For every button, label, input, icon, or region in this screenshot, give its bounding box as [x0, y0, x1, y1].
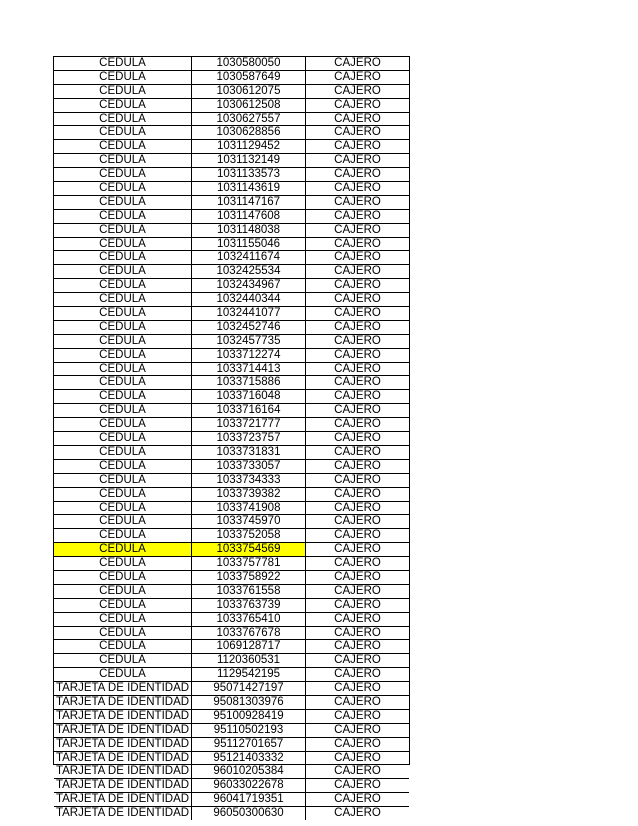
table-row: [54, 112, 409, 126]
id-number-cell[interactable]: 1033745970: [192, 515, 306, 528]
table-row: [54, 584, 409, 598]
table-row: [54, 626, 409, 640]
table-row: [54, 501, 409, 515]
table-row: [54, 375, 409, 389]
table-row: [54, 57, 409, 70]
id-type-cell[interactable]: CÉDULA: [54, 210, 192, 223]
role-cell[interactable]: CAJERO: [334, 779, 381, 792]
role-cell[interactable]: CAJERO: [334, 251, 381, 264]
id-number-cell[interactable]: 96050300630: [192, 807, 306, 820]
table-row: [54, 334, 409, 348]
id-number-cell[interactable]: 1033733057: [192, 460, 306, 473]
role-cell[interactable]: CAJERO: [334, 209, 381, 222]
table-row: [54, 223, 409, 237]
id-type-cell[interactable]: CÉDULA: [54, 404, 192, 417]
id-type-cell[interactable]: CÉDULA: [54, 140, 192, 153]
table-row: [54, 403, 409, 417]
id-type-cell[interactable]: TARJETA DE IDENTIDAD: [54, 696, 192, 709]
id-type-cell[interactable]: CÉDULA: [54, 627, 192, 640]
table-row: [54, 681, 409, 695]
table-row: [54, 250, 409, 264]
id-type-cell[interactable]: CÉDULA: [54, 363, 192, 376]
table-row: [54, 570, 409, 584]
table-row: [54, 473, 409, 487]
id-number-cell[interactable]: 1033734333: [192, 474, 306, 487]
table-row: [54, 695, 409, 709]
id-type-cell[interactable]: CÉDULA: [54, 543, 192, 556]
id-number-cell[interactable]: 95121403332: [192, 752, 306, 765]
id-number-cell[interactable]: 1032425534: [192, 265, 306, 278]
role-cell[interactable]: CAJERO: [334, 695, 381, 708]
id-number-cell[interactable]: 1069128717: [192, 640, 306, 653]
id-number-cell[interactable]: 1032452746: [192, 321, 306, 334]
role-cell[interactable]: CAJERO: [334, 195, 381, 208]
role-cell[interactable]: CAJERO: [334, 570, 381, 583]
table-row: [54, 612, 409, 626]
id-type-cell[interactable]: CÉDULA: [54, 279, 192, 292]
id-type-cell[interactable]: TARJETA DE IDENTIDAD: [54, 807, 192, 820]
role-cell[interactable]: CAJERO: [334, 348, 381, 361]
table-row: [54, 806, 409, 820]
role-cell[interactable]: CAJERO: [334, 765, 381, 778]
role-cell[interactable]: CAJERO: [334, 182, 381, 195]
role-cell[interactable]: CAJERO: [334, 223, 381, 236]
id-type-cell[interactable]: TARJETA DE IDENTIDAD: [54, 738, 192, 751]
id-type-cell[interactable]: CÉDULA: [54, 99, 192, 112]
role-cell[interactable]: CAJERO: [334, 445, 381, 458]
table-row: [54, 167, 409, 181]
id-number-cell[interactable]: 1031148038: [192, 224, 306, 237]
role-cell[interactable]: CAJERO: [334, 126, 381, 139]
table-row: [54, 528, 409, 542]
table-row: [54, 556, 409, 570]
table-row: [54, 153, 409, 167]
table-row: [54, 653, 409, 667]
id-type-cell[interactable]: TARJETA DE IDENTIDAD: [54, 793, 192, 806]
id-number-cell[interactable]: 1033761558: [192, 585, 306, 598]
id-type-cell[interactable]: CÉDULA: [54, 474, 192, 487]
id-number-cell[interactable]: 95071427197: [192, 682, 306, 695]
id-type-cell[interactable]: CÉDULA: [54, 460, 192, 473]
table-row: [54, 306, 409, 320]
role-cell[interactable]: CAJERO: [334, 529, 381, 542]
id-type-cell[interactable]: CÉDULA: [54, 307, 192, 320]
id-number-cell[interactable]: 1033752058: [192, 529, 306, 542]
role-cell[interactable]: CAJERO: [334, 404, 381, 417]
table-row: [54, 751, 409, 765]
id-type-cell[interactable]: CÉDULA: [54, 446, 192, 459]
table-row: [54, 84, 409, 98]
role-cell[interactable]: CAJERO: [334, 390, 381, 403]
table-row: [54, 737, 409, 751]
role-cell[interactable]: CAJERO: [334, 626, 381, 639]
table-row: [54, 292, 409, 306]
role-cell[interactable]: CAJERO: [334, 598, 381, 611]
role-cell[interactable]: CAJERO: [334, 362, 381, 375]
id-number-cell[interactable]: 95100928419: [192, 710, 306, 723]
id-type-cell[interactable]: CÉDULA: [54, 126, 192, 139]
id-type-cell[interactable]: CÉDULA: [54, 251, 192, 264]
table-row: [54, 209, 409, 223]
role-cell[interactable]: CAJERO: [334, 307, 381, 320]
id-number-cell[interactable]: 1033716048: [192, 390, 306, 403]
table-row: [54, 125, 409, 139]
id-type-cell[interactable]: CÉDULA: [54, 85, 192, 98]
role-cell[interactable]: CAJERO: [334, 723, 381, 736]
table-row: [54, 764, 409, 778]
id-type-cell[interactable]: CÉDULA: [54, 113, 192, 126]
id-number-cell[interactable]: 1033757781: [192, 557, 306, 570]
id-type-cell[interactable]: CÉDULA: [54, 224, 192, 237]
table-row: [54, 639, 409, 653]
id-type-cell[interactable]: CÉDULA: [54, 168, 192, 181]
table-row: [54, 195, 409, 209]
id-number-cell[interactable]: 1032434967: [192, 279, 306, 292]
id-type-cell[interactable]: CÉDULA: [54, 154, 192, 167]
id-number-cell[interactable]: 1033712274: [192, 349, 306, 362]
id-number-cell[interactable]: 1033716164: [192, 404, 306, 417]
id-type-cell[interactable]: CÉDULA: [54, 57, 192, 70]
id-type-cell[interactable]: CÉDULA: [54, 196, 192, 209]
role-cell[interactable]: CAJERO: [334, 237, 381, 250]
id-number-cell[interactable]: 1032411674: [192, 251, 306, 264]
id-type-cell[interactable]: CÉDULA: [54, 265, 192, 278]
id-number-cell[interactable]: 1032440344: [192, 293, 306, 306]
id-number-cell[interactable]: 1031129452: [192, 140, 306, 153]
id-type-cell[interactable]: CÉDULA: [54, 335, 192, 348]
role-cell[interactable]: CAJERO: [334, 418, 381, 431]
role-cell[interactable]: CAJERO: [334, 751, 381, 764]
role-cell[interactable]: CAJERO: [334, 807, 381, 820]
role-cell[interactable]: CAJERO: [334, 112, 381, 125]
id-number-cell[interactable]: 1031143619: [192, 182, 306, 195]
id-type-cell[interactable]: CÉDULA: [54, 668, 192, 681]
role-cell[interactable]: CAJERO: [334, 432, 381, 445]
id-type-cell[interactable]: CÉDULA: [54, 376, 192, 389]
table-row: [54, 667, 409, 681]
id-number-cell[interactable]: 95110502193: [192, 724, 306, 737]
table-row: [54, 139, 409, 153]
id-type-cell[interactable]: CÉDULA: [54, 571, 192, 584]
table-row: [54, 237, 409, 251]
id-number-cell[interactable]: 1033721777: [192, 418, 306, 431]
role-cell[interactable]: CAJERO: [334, 612, 381, 625]
id-number-cell[interactable]: 1033741908: [192, 502, 306, 515]
table-row: [54, 181, 409, 195]
id-number-cell[interactable]: 1030612075: [192, 85, 306, 98]
id-number-cell[interactable]: 1129542195: [192, 668, 306, 681]
table-row: [54, 348, 409, 362]
table-row: [54, 264, 409, 278]
id-type-cell[interactable]: CÉDULA: [54, 182, 192, 195]
id-number-cell[interactable]: 1030580050: [192, 57, 306, 70]
id-type-cell[interactable]: CÉDULA: [54, 418, 192, 431]
id-number-cell[interactable]: 1033767678: [192, 627, 306, 640]
id-type-cell[interactable]: CÉDULA: [54, 557, 192, 570]
role-cell[interactable]: CAJERO: [334, 84, 381, 97]
role-cell[interactable]: CAJERO: [334, 98, 381, 111]
id-type-cell[interactable]: TARJETA DE IDENTIDAD: [54, 682, 192, 695]
id-number-cell[interactable]: 1032441077: [192, 307, 306, 320]
id-number-cell[interactable]: 1031155046: [192, 238, 306, 251]
table-row: [54, 98, 409, 112]
id-number-cell[interactable]: 96041719351: [192, 793, 306, 806]
id-number-cell[interactable]: 1033765410: [192, 613, 306, 626]
id-number-cell[interactable]: 1033715886: [192, 376, 306, 389]
role-cell[interactable]: CAJERO: [334, 459, 381, 472]
id-number-cell[interactable]: 1033754569: [192, 543, 306, 556]
table-row: [54, 431, 409, 445]
id-number-cell[interactable]: 1030628856: [192, 126, 306, 139]
role-cell[interactable]: CAJERO: [334, 168, 381, 181]
id-type-cell[interactable]: CÉDULA: [54, 488, 192, 501]
id-type-cell[interactable]: CÉDULA: [54, 293, 192, 306]
role-cell[interactable]: CAJERO: [334, 709, 381, 722]
role-cell[interactable]: CAJERO: [334, 668, 381, 681]
id-number-cell[interactable]: 1033723757: [192, 432, 306, 445]
role-cell[interactable]: CAJERO: [334, 140, 381, 153]
role-cell[interactable]: CAJERO: [334, 654, 381, 667]
role-cell[interactable]: CAJERO: [334, 293, 381, 306]
id-number-cell[interactable]: 1031132149: [192, 154, 306, 167]
id-type-cell[interactable]: CÉDULA: [54, 599, 192, 612]
id-number-cell[interactable]: 1033758922: [192, 571, 306, 584]
table-row: [54, 598, 409, 612]
id-type-cell[interactable]: CÉDULA: [54, 71, 192, 84]
id-type-cell[interactable]: TARJETA DE IDENTIDAD: [54, 779, 192, 792]
table-row: [54, 278, 409, 292]
table-row: [54, 70, 409, 84]
id-number-cell[interactable]: 1120360531: [192, 654, 306, 667]
id-number-cell[interactable]: 1030587649: [192, 71, 306, 84]
id-type-cell[interactable]: CÉDULA: [54, 585, 192, 598]
id-type-cell[interactable]: CÉDULA: [54, 349, 192, 362]
role-cell[interactable]: CAJERO: [334, 70, 381, 83]
id-number-cell[interactable]: 95081303976: [192, 696, 306, 709]
table-row: [54, 723, 409, 737]
role-cell[interactable]: CAJERO: [334, 154, 381, 167]
id-number-cell[interactable]: 1032457735: [192, 335, 306, 348]
id-type-cell[interactable]: CÉDULA: [54, 515, 192, 528]
id-type-cell[interactable]: CÉDULA: [54, 502, 192, 515]
role-cell[interactable]: CAJERO: [334, 543, 381, 556]
table-row: [54, 778, 409, 792]
id-number-cell[interactable]: 1033739382: [192, 488, 306, 501]
id-type-cell[interactable]: CÉDULA: [54, 613, 192, 626]
spreadsheet-table: [53, 56, 410, 820]
role-cell[interactable]: CAJERO: [334, 557, 381, 570]
role-cell[interactable]: CAJERO: [334, 793, 381, 806]
role-cell[interactable]: CAJERO: [334, 473, 381, 486]
id-number-cell[interactable]: 1031147608: [192, 210, 306, 223]
table-row: [54, 487, 409, 501]
id-type-cell[interactable]: CÉDULA: [54, 321, 192, 334]
id-type-cell[interactable]: CÉDULA: [54, 640, 192, 653]
table-row: [54, 709, 409, 723]
table-row: [54, 514, 409, 528]
role-cell[interactable]: CAJERO: [334, 584, 381, 597]
id-type-cell[interactable]: TARJETA DE IDENTIDAD: [54, 724, 192, 737]
role-cell[interactable]: CAJERO: [334, 57, 381, 69]
table-row: [54, 362, 409, 376]
id-type-cell[interactable]: CÉDULA: [54, 432, 192, 445]
id-number-cell[interactable]: 1031133573: [192, 168, 306, 181]
role-cell[interactable]: CAJERO: [334, 640, 381, 653]
table-row: [54, 542, 409, 556]
id-type-cell[interactable]: TARJETA DE IDENTIDAD: [54, 710, 192, 723]
role-cell[interactable]: CAJERO: [334, 515, 381, 528]
id-number-cell[interactable]: 1030627557: [192, 113, 306, 126]
role-cell[interactable]: CAJERO: [334, 334, 381, 347]
table-row: [54, 389, 409, 403]
id-number-cell[interactable]: 1031147167: [192, 196, 306, 209]
role-cell[interactable]: CAJERO: [334, 279, 381, 292]
table-row: [54, 459, 409, 473]
role-cell[interactable]: CAJERO: [334, 682, 381, 695]
role-cell[interactable]: CAJERO: [334, 320, 381, 333]
table-row: [54, 417, 409, 431]
role-cell[interactable]: CAJERO: [334, 501, 381, 514]
id-number-cell[interactable]: 1033714413: [192, 363, 306, 376]
id-type-cell[interactable]: CÉDULA: [54, 529, 192, 542]
id-type-cell[interactable]: CÉDULA: [54, 390, 192, 403]
id-number-cell[interactable]: 95112701657: [192, 738, 306, 751]
id-type-cell[interactable]: CÉDULA: [54, 654, 192, 667]
role-cell[interactable]: CAJERO: [334, 376, 381, 389]
table-row: [54, 792, 409, 806]
id-number-cell[interactable]: 1033763739: [192, 599, 306, 612]
role-cell[interactable]: CAJERO: [334, 737, 381, 750]
role-cell[interactable]: CAJERO: [334, 265, 381, 278]
id-number-cell[interactable]: 96010205384: [192, 765, 306, 778]
id-type-cell[interactable]: TARJETA DE IDENTIDAD: [54, 765, 192, 778]
role-cell[interactable]: CAJERO: [334, 487, 381, 500]
id-number-cell[interactable]: 96033022678: [192, 779, 306, 792]
table-row: [54, 445, 409, 459]
id-type-cell[interactable]: CÉDULA: [54, 238, 192, 251]
table-row: [54, 320, 409, 334]
id-type-cell[interactable]: TARJETA DE IDENTIDAD: [54, 752, 192, 765]
id-number-cell[interactable]: 1033731831: [192, 446, 306, 459]
id-number-cell[interactable]: 1030612508: [192, 99, 306, 112]
